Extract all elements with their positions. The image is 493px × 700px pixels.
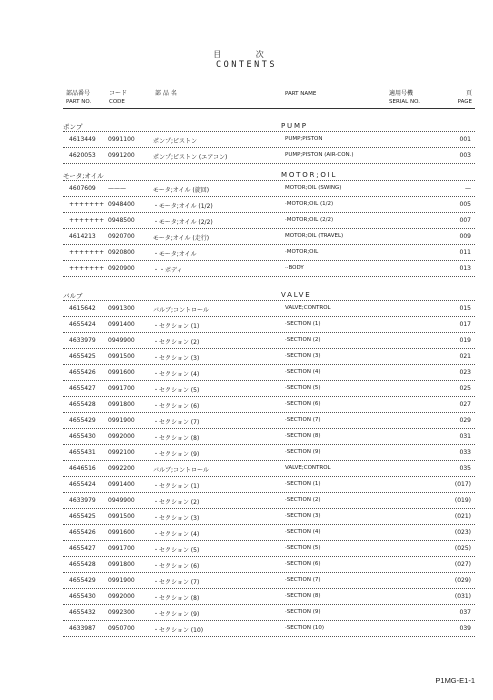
part-number: +++++++ (69, 217, 105, 224)
part-name-en: ··BODY (285, 265, 304, 271)
page-number: (017) (454, 481, 471, 488)
page-number: 039 (459, 625, 471, 632)
row-rule (63, 163, 475, 164)
header-serial-no: 適用号機 SERIAL NO. (389, 90, 420, 105)
table-row (63, 333, 475, 349)
row-rule (63, 636, 475, 637)
code: 0991600 (108, 369, 135, 376)
part-number: 4633987 (69, 625, 96, 632)
table-row (63, 541, 475, 557)
table-row (63, 213, 475, 229)
table-row (63, 381, 475, 397)
page-number: 007 (459, 217, 471, 224)
code: 0920900 (108, 265, 135, 272)
part-name-jp: ・セクション (4) (153, 531, 200, 538)
table-row (63, 229, 475, 245)
part-name-en: ·MOTOR;OIL (285, 249, 319, 255)
part-name-en: ·SECTION (6) (285, 401, 321, 407)
code: 0991600 (108, 529, 135, 536)
section-title-jp: ポンプ (63, 123, 83, 131)
code: 0991100 (108, 136, 135, 143)
table-row (63, 429, 475, 445)
page-number: 027 (459, 401, 471, 408)
code: 0991900 (108, 577, 135, 584)
document-title-en: CONTENTS (216, 60, 277, 70)
section-title-jp: バルブ (63, 292, 83, 300)
page-number: 021 (459, 353, 471, 360)
table-row (63, 621, 475, 637)
part-name-jp: ・セクション (4) (153, 371, 200, 378)
part-name-en: VALVE;CONTROL (285, 305, 331, 311)
page-number: 017 (459, 321, 471, 328)
part-number: 4655429 (69, 417, 96, 424)
page-number: 005 (459, 201, 471, 208)
page-number: 031 (459, 433, 471, 440)
row-rule (63, 276, 475, 277)
part-name-en: MOTOR;OIL (SWING) (285, 185, 342, 191)
part-name-en: ·SECTION (3) (285, 353, 321, 359)
page-number: (019) (454, 497, 471, 504)
part-name-jp: ・セクション (3) (153, 355, 200, 362)
code: 0991500 (108, 513, 135, 520)
part-name-jp: ・セクション (8) (153, 435, 200, 442)
table-row (63, 525, 475, 541)
part-number: 4607609 (69, 185, 96, 192)
page-number: 025 (459, 385, 471, 392)
part-name-jp: ・セクション (5) (153, 547, 200, 554)
code: 0949900 (108, 497, 135, 504)
part-name-en: ·SECTION (3) (285, 513, 321, 519)
part-name-en: ·SECTION (8) (285, 433, 321, 439)
page-number: 019 (459, 337, 471, 344)
page-number: (027) (454, 561, 471, 568)
table-row (63, 573, 475, 589)
part-name-jp: ・セクション (5) (153, 387, 200, 394)
part-name-en: ·SECTION (1) (285, 481, 321, 487)
part-name-jp: モータ;オイル (走行) (153, 235, 210, 242)
part-name-jp: ・セクション (7) (153, 579, 200, 586)
table-row (63, 589, 475, 605)
part-number: 4655432 (69, 609, 96, 616)
part-name-jp: ・セクション (3) (153, 515, 200, 522)
part-name-jp: ・セクション (7) (153, 419, 200, 426)
code: 0950700 (108, 625, 135, 632)
part-number: 4633979 (69, 497, 96, 504)
header-page: 頁 PAGE (457, 90, 472, 105)
page-number: 003 (459, 152, 471, 159)
header-name-jp: 部 品 名 (155, 90, 177, 97)
part-name-en: ·SECTION (6) (285, 561, 321, 567)
part-name-en: ·SECTION (9) (285, 449, 321, 455)
code: 0992100 (108, 449, 135, 456)
part-name-en: ·SECTION (10) (285, 625, 325, 631)
part-name-en: ·SECTION (2) (285, 337, 321, 343)
page-number: (031) (454, 593, 471, 600)
code: 0920800 (108, 249, 135, 256)
part-name-en: MOTOR;OIL (TRAVEL) (285, 233, 344, 239)
section-title-en: MOTOR;OIL (281, 171, 338, 179)
code: 0991700 (108, 545, 135, 552)
table-row (63, 261, 475, 277)
part-name-jp: ・モータ;オイル (1/2) (153, 203, 213, 210)
code: ——— (108, 185, 126, 192)
part-name-jp: ・モータ;オイル (153, 251, 197, 258)
part-name-jp: バルブ;コントロール (153, 307, 209, 314)
code: 0991800 (108, 561, 135, 568)
table-row (63, 477, 475, 493)
part-number: 4655428 (69, 401, 96, 408)
part-name-jp: ・モータ;オイル (2/2) (153, 219, 213, 226)
page-number: 001 (459, 136, 471, 143)
table-row (63, 349, 475, 365)
code: 0992000 (108, 593, 135, 600)
page-number: (029) (454, 577, 471, 584)
part-number: 4655424 (69, 321, 96, 328)
header-code: コード CODE (109, 90, 128, 105)
part-name-jp: ・セクション (1) (153, 323, 200, 330)
page-number: (025) (454, 545, 471, 552)
page-number: 013 (459, 265, 471, 272)
part-number: 4613449 (69, 136, 96, 143)
part-name-en: ·SECTION (4) (285, 529, 321, 535)
header-part-name: PART NAME (285, 91, 317, 97)
code: 0948400 (108, 201, 135, 208)
code: 0991400 (108, 481, 135, 488)
part-name-en: ·SECTION (7) (285, 577, 321, 583)
part-name-jp: ・セクション (6) (153, 403, 200, 410)
part-name-en: ·SECTION (5) (285, 545, 321, 551)
table-row (63, 301, 475, 317)
part-number: 4655426 (69, 369, 96, 376)
part-name-jp: ・セクション (2) (153, 499, 200, 506)
part-number: +++++++ (69, 265, 105, 272)
part-name-jp: ・セクション (2) (153, 339, 200, 346)
part-number: 4655430 (69, 433, 96, 440)
code: 0920700 (108, 233, 135, 240)
part-number: 4633979 (69, 337, 96, 344)
part-name-jp: ・セクション (9) (153, 451, 200, 458)
part-name-jp: ポンプ;ピストン (153, 138, 198, 145)
header-part-no: 部品番号 PART NO. (66, 90, 92, 105)
part-number: +++++++ (69, 249, 105, 256)
code: 0948500 (108, 217, 135, 224)
header-rule (63, 108, 475, 109)
code: 0991200 (108, 152, 135, 159)
table-row (63, 181, 475, 197)
page-number: 009 (459, 233, 471, 240)
page-number: (021) (454, 513, 471, 520)
part-name-en: VALVE;CONTROL (285, 465, 331, 471)
table-row (63, 148, 475, 164)
part-name-en: ·SECTION (2) (285, 497, 321, 503)
part-name-en: ·MOTOR;OIL (2/2) (285, 217, 334, 223)
part-name-jp: バルブ;コントロール (153, 467, 209, 474)
part-name-jp: ・セクション (1) (153, 483, 200, 490)
document-code: P1MG-E1-1 (435, 676, 475, 685)
page-number: 023 (459, 369, 471, 376)
part-number: 4646516 (69, 465, 96, 472)
part-name-en: ·MOTOR;OIL (1/2) (285, 201, 334, 207)
part-name-en: PUMP;PISTON (285, 136, 323, 142)
code: 0991300 (108, 305, 135, 312)
section-title-en: PUMP (281, 122, 308, 130)
part-number: 4655430 (69, 593, 96, 600)
part-number: 4620053 (69, 152, 96, 159)
part-name-en: ·SECTION (1) (285, 321, 321, 327)
part-name-jp: ・セクション (8) (153, 595, 200, 602)
section-title-jp: モータ;オイル (63, 172, 104, 180)
part-name-en: ·SECTION (5) (285, 385, 321, 391)
table-row (63, 132, 475, 148)
table-row (63, 445, 475, 461)
table-row (63, 365, 475, 381)
table-row (63, 245, 475, 261)
part-number: 4615642 (69, 305, 96, 312)
table-row (63, 605, 475, 621)
document-title-jp: 目 次 (213, 50, 280, 59)
part-number: 4655429 (69, 577, 96, 584)
part-number: +++++++ (69, 201, 105, 208)
section-title-en: VALVE (281, 291, 312, 299)
code: 0949900 (108, 337, 135, 344)
table-row (63, 557, 475, 573)
code: 0991900 (108, 417, 135, 424)
part-name-en: ·SECTION (8) (285, 593, 321, 599)
table-row (63, 413, 475, 429)
part-number: 4614213 (69, 233, 96, 240)
part-name-jp: ・セクション (6) (153, 563, 200, 570)
part-name-en: PUMP;PISTON (AIR-CON.) (285, 152, 354, 158)
page-number: 037 (459, 609, 471, 616)
part-number: 4655427 (69, 545, 96, 552)
code: 0991400 (108, 321, 135, 328)
table-row (63, 317, 475, 333)
page-number: — (465, 185, 471, 192)
part-number: 4655424 (69, 481, 96, 488)
part-name-jp: ・セクション (10) (153, 627, 204, 634)
part-number: 4655425 (69, 353, 96, 360)
table-row (63, 509, 475, 525)
part-number: 4655425 (69, 513, 96, 520)
part-number: 4655427 (69, 385, 96, 392)
part-name-en: ·SECTION (9) (285, 609, 321, 615)
part-number: 4655428 (69, 561, 96, 568)
code: 0991700 (108, 385, 135, 392)
table-row (63, 397, 475, 413)
page-number: (023) (454, 529, 471, 536)
part-name-jp: モータ;オイル (旋回) (153, 187, 210, 194)
part-name-en: ·SECTION (7) (285, 417, 321, 423)
table-row (63, 461, 475, 477)
code: 0992200 (108, 465, 135, 472)
code: 0992000 (108, 433, 135, 440)
part-name-jp: ポンプ;ピストン (エアコン) (153, 154, 228, 161)
part-name-jp: ・・ボディ (153, 267, 183, 274)
page-number: 015 (459, 305, 471, 312)
code: 0992300 (108, 609, 135, 616)
page-number: 033 (459, 449, 471, 456)
code: 0991800 (108, 401, 135, 408)
code: 0991500 (108, 353, 135, 360)
table-row (63, 493, 475, 509)
part-name-jp: ・セクション (9) (153, 611, 200, 618)
page-number: 035 (459, 465, 471, 472)
page-number: 029 (459, 417, 471, 424)
part-name-en: ·SECTION (4) (285, 369, 321, 375)
table-row (63, 197, 475, 213)
page-number: 011 (459, 249, 471, 256)
part-number: 4655426 (69, 529, 96, 536)
part-number: 4655431 (69, 449, 96, 456)
